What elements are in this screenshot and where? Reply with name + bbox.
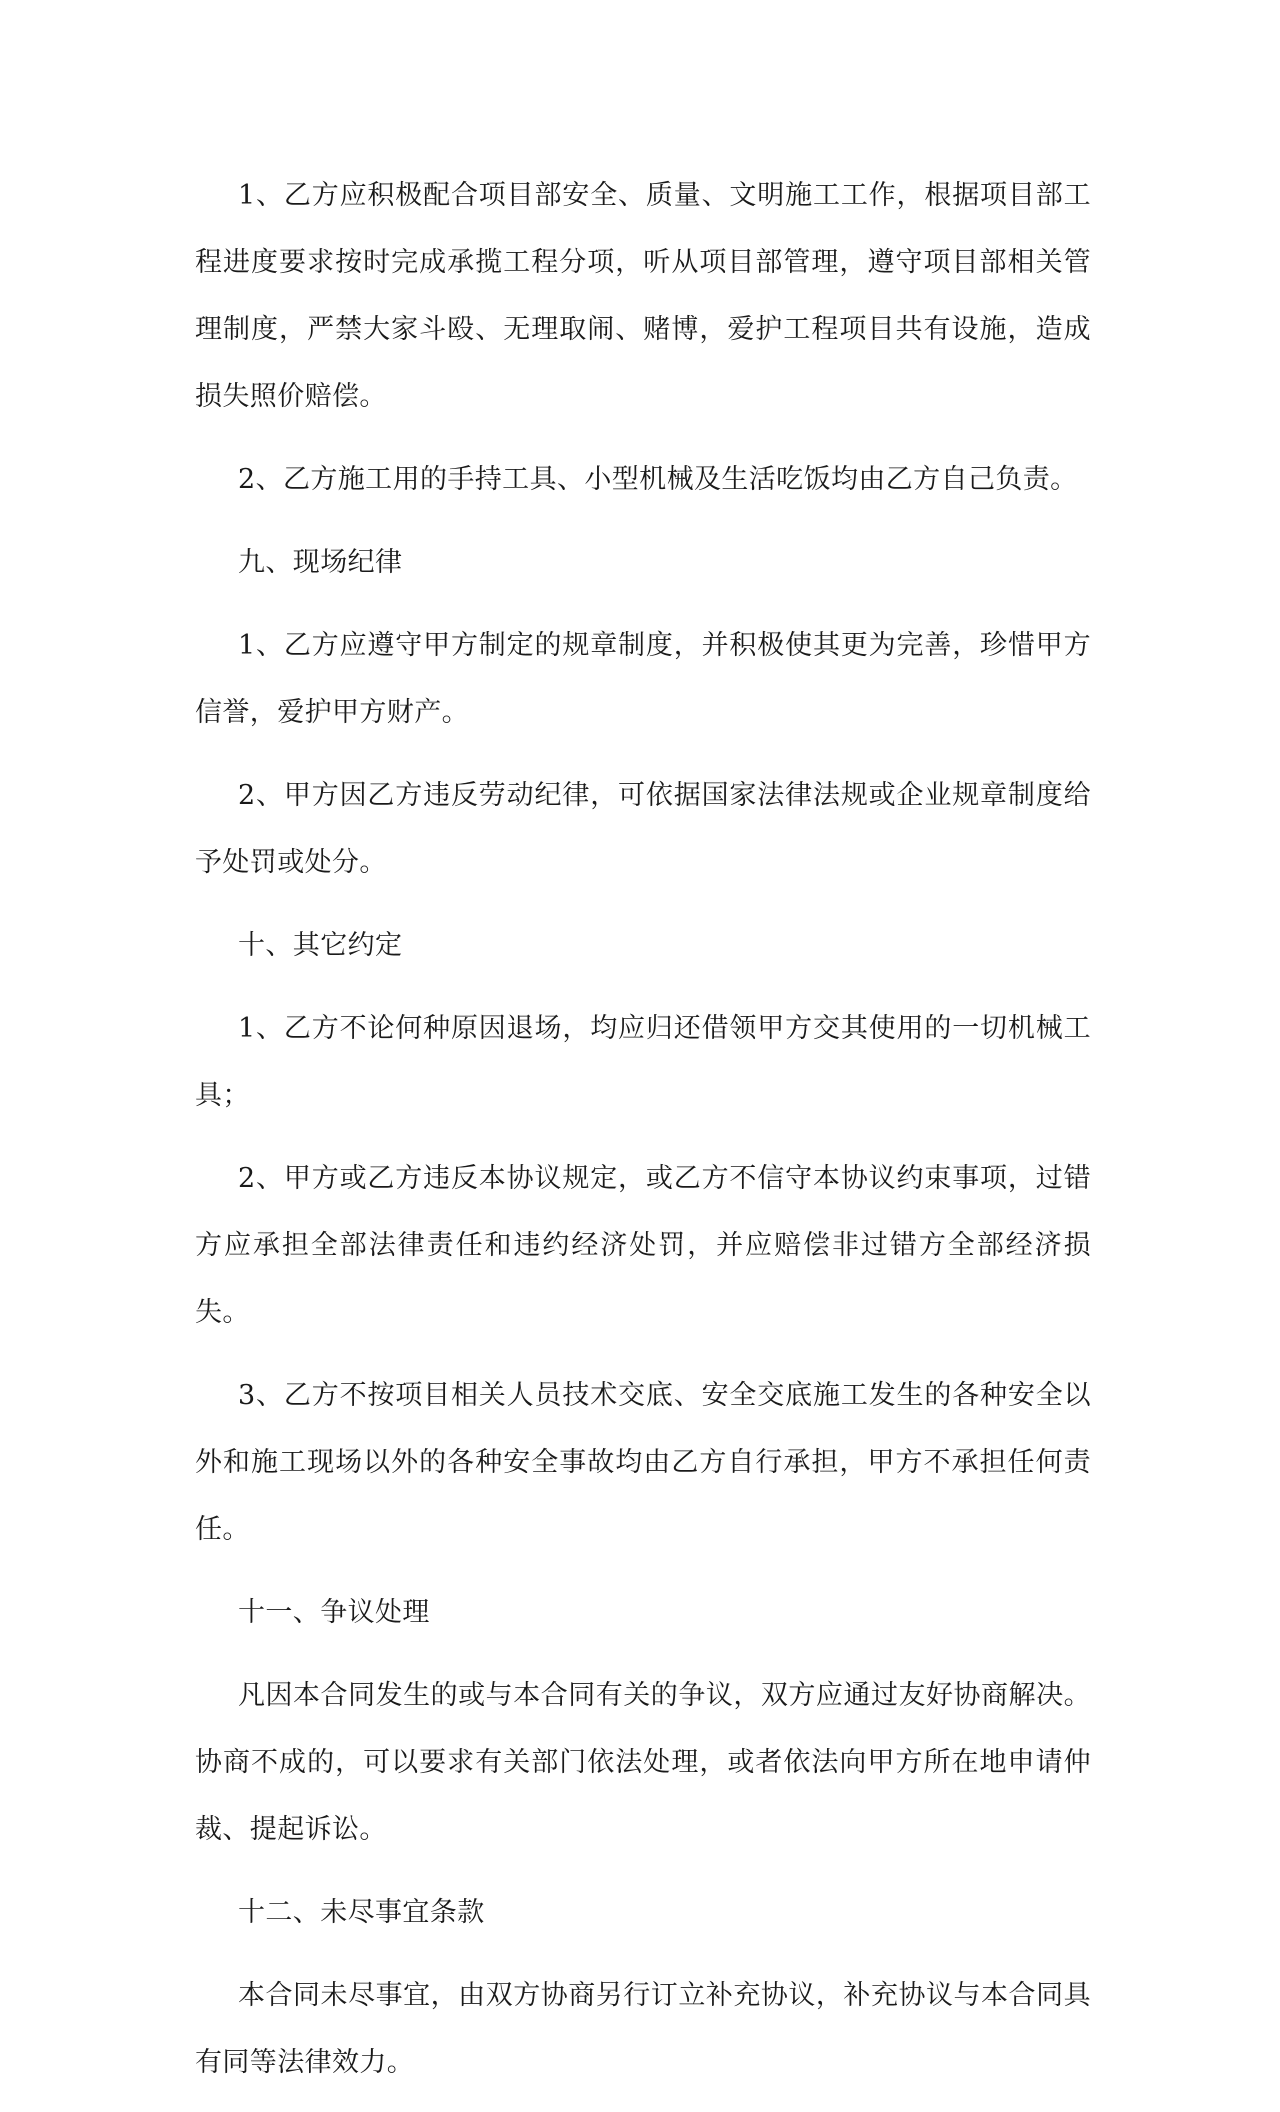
section-heading-11: 十一、争议处理 — [238, 1597, 430, 1628]
clause-9-item-1: 1、乙方应遵守甲方制定的规章制度，并积极使其更为完善，珍惜甲方信誉，爱护甲方财产。 — [195, 630, 1091, 728]
clause-9-item-2: 2、甲方因乙方违反劳动纪律，可依据国家法律法规或企业规章制度给予处罚或处分。 — [195, 780, 1091, 878]
clause-8-item-2: 2、乙方施工用的手持工具、小型机械及生活吃饭均由乙方自己负责。 — [238, 464, 1078, 495]
clause-10-item-3: 3、乙方不按项目相关人员技术交底、安全交底施工发生的各种安全以外和施工现场以外的各种安全事故均由乙方自行承担，甲方不承担任何责任。 — [195, 1380, 1091, 1545]
section-heading-10: 十、其它约定 — [238, 930, 403, 961]
clause-8-item-1: 1、乙方应积极配合项目部安全、质量、文明施工工作，根据项目部工程进度要求按时完成承揽工程分项，听从项目部管理，遵守项目部相关管理制度，严禁大家斗殴、无理取闹、赌博，爱护工程项目共有设施，造成损失照价赔偿。 — [195, 180, 1091, 412]
section-heading-9: 九、现场纪律 — [238, 547, 403, 578]
clause-10-item-2: 2、甲方或乙方违反本协议规定，或乙方不信守本协议约束事项，过错方应承担全部法律责任和违约经济处罚，并应赔偿非过错方全部经济损失。 — [195, 1163, 1091, 1328]
clause-12-body: 本合同未尽事宜，由双方协商另行订立补充协议，补充协议与本合同具有同等法律效力。 — [195, 1980, 1091, 2078]
document-page — [195, 162, 1091, 2112]
clause-11-body: 凡因本合同发生的或与本合同有关的争议，双方应通过友好协商解决。协商不成的，可以要求有关部门依法处理，或者依法向甲方所在地申请仲裁、提起诉讼。 — [195, 1680, 1091, 1845]
section-heading-12: 十二、未尽事宜条款 — [238, 1897, 485, 1928]
clause-10-item-1: 1、乙方不论何种原因退场，均应归还借领甲方交其使用的一切机械工具； — [195, 1013, 1091, 1111]
